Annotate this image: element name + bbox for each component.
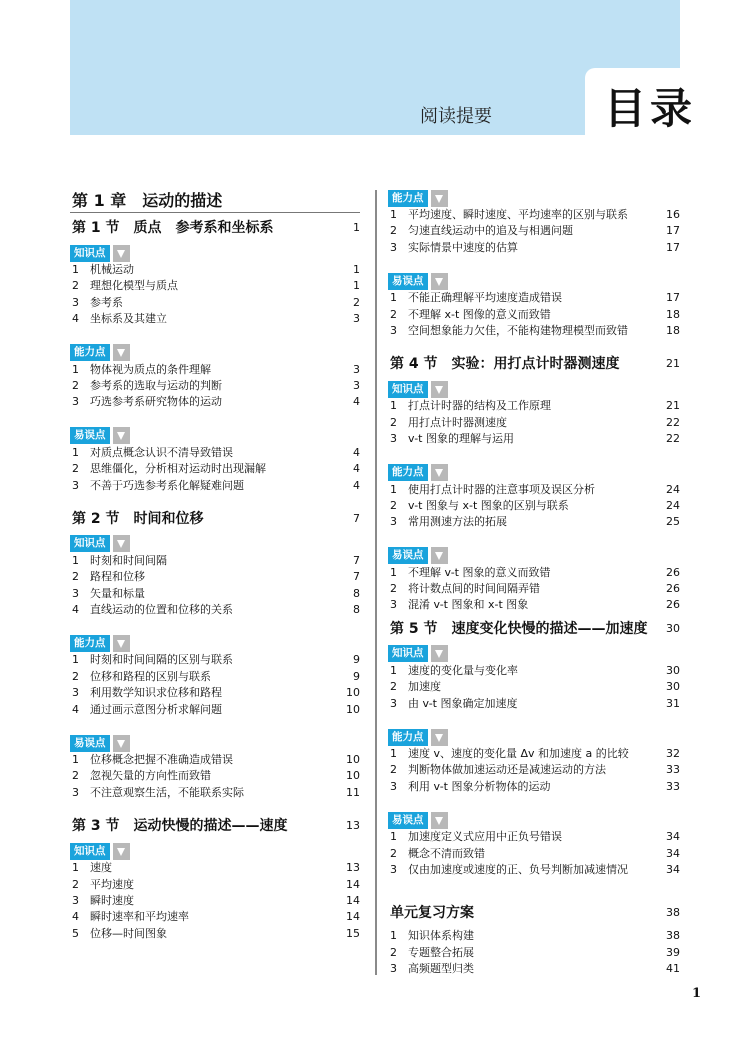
entry-number: 1 [390, 399, 397, 413]
entry-page: 39 [666, 945, 680, 959]
toc-entry[interactable] [70, 909, 360, 925]
toc-entry[interactable] [388, 597, 680, 613]
entry-number: 2 [390, 582, 397, 596]
badge-label: 知识点 [388, 381, 428, 398]
entry-page: 14 [346, 893, 360, 907]
entry-title: v-t 图象与 x-t 图象的区别与联系 [408, 498, 569, 512]
entry-title: 速度 [90, 861, 112, 875]
entry-title: 平均速度、瞬时速度、平均速率的区别与联系 [408, 208, 628, 221]
entry-title: v-t 图象的理解与运用 [408, 432, 514, 446]
entry-number: 2 [390, 415, 397, 429]
toc-entry[interactable] [70, 278, 360, 294]
entry-number: 2 [390, 945, 397, 959]
toc-entry[interactable] [388, 696, 680, 712]
category-badge [70, 427, 360, 445]
entry-title: 思维僵化，分析相对运动时出现漏解 [90, 462, 266, 476]
entry-number: 3 [390, 515, 397, 529]
entry-number: 3 [72, 395, 79, 409]
entry-number: 4 [72, 702, 79, 716]
entry-page: 3 [353, 362, 360, 376]
section-heading[interactable] [70, 506, 360, 532]
entry-title: 平均速度 [90, 877, 134, 891]
entry-page: 30 [666, 663, 680, 677]
entry-page: 3 [353, 312, 360, 326]
entry-page: 7 [353, 553, 360, 567]
triangle-down-icon [431, 381, 448, 398]
badge-label: 易误点 [388, 273, 428, 290]
entry-page: 3 [353, 378, 360, 392]
entry-number: 3 [72, 893, 79, 907]
entry-title: 不理解 x-t 图像的意义而致错 [408, 307, 551, 321]
entry-number: 3 [390, 432, 397, 446]
badge-label: 易误点 [388, 547, 428, 564]
toc-entry[interactable] [70, 586, 360, 602]
title-tab [585, 68, 715, 135]
triangle-down-icon [113, 635, 130, 652]
toc-entry[interactable] [70, 262, 360, 278]
section-page: 7 [353, 511, 360, 525]
entry-number: 2 [72, 279, 79, 293]
entry-number: 1 [72, 553, 79, 567]
entry-number: 1 [390, 208, 397, 221]
entry-title: 匀速直线运动中的追及与相遇问题 [408, 224, 573, 238]
toc-entry[interactable] [388, 514, 680, 530]
entry-page: 1 [353, 279, 360, 293]
entry-title: 机械运动 [90, 263, 134, 276]
section-title: 单元复习方案 [390, 905, 474, 922]
header-band [70, 0, 696, 135]
entry-page: 24 [666, 482, 680, 496]
triangle-down-icon [431, 645, 448, 662]
toc-entry[interactable] [70, 877, 360, 893]
entry-page: 26 [666, 565, 680, 579]
entry-page: 13 [346, 861, 360, 875]
toc-entry[interactable] [388, 679, 680, 695]
entry-page: 25 [666, 515, 680, 529]
section-page: 30 [666, 621, 680, 635]
entry-page: 26 [666, 582, 680, 596]
toc-entry[interactable] [70, 652, 360, 668]
badge-label: 知识点 [70, 535, 110, 552]
entry-number: 1 [390, 929, 397, 943]
entry-page: 4 [353, 462, 360, 476]
entry-title: 不理解 v-t 图象的意义而致错 [408, 565, 551, 579]
category-badge [70, 734, 360, 752]
entry-title: 时刻和时间间隔的区别与联系 [90, 653, 233, 667]
entry-number: 1 [390, 482, 397, 496]
toc-left-column [70, 190, 360, 942]
entry-title: 利用 v-t 图象分析物体的运动 [408, 779, 551, 793]
entry-title: 打点计时器的结构及工作原理 [408, 399, 551, 413]
entry-number: 3 [390, 962, 397, 976]
entry-number: 3 [72, 586, 79, 600]
toc-entry[interactable] [70, 478, 360, 494]
section-title: 第 2 节 时间和位移 [72, 510, 204, 527]
entry-title: 概念不清而致错 [408, 846, 485, 860]
entry-title: 位移和路程的区别与联系 [90, 669, 211, 683]
toc-entry[interactable] [70, 445, 360, 461]
toc-entry[interactable] [70, 893, 360, 909]
toc-entry[interactable] [388, 240, 680, 256]
entry-number: 3 [390, 862, 397, 876]
entry-number: 2 [72, 877, 79, 891]
entry-number: 3 [72, 295, 79, 309]
toc-entry[interactable] [388, 928, 680, 944]
category-badge [388, 464, 680, 482]
entry-page: 9 [353, 653, 360, 667]
entry-title: 由 v-t 图象确定加速度 [408, 696, 518, 710]
triangle-down-icon [431, 464, 448, 481]
entry-number: 2 [72, 378, 79, 392]
entry-title: 知识体系构建 [408, 929, 474, 943]
toc-entry[interactable] [70, 311, 360, 327]
entry-number: 3 [390, 323, 397, 337]
toc-entry[interactable] [388, 846, 680, 862]
entry-number: 2 [390, 763, 397, 777]
entry-number: 5 [72, 926, 79, 940]
entry-page: 2 [353, 295, 360, 309]
entry-page: 21 [666, 399, 680, 413]
entry-page: 4 [353, 445, 360, 459]
entry-number: 2 [72, 769, 79, 783]
entry-title: 加速度定义式应用中正负号错误 [408, 830, 562, 844]
toc-entry[interactable] [388, 398, 680, 414]
category-badge [70, 244, 360, 262]
entry-page: 10 [346, 686, 360, 700]
entry-page: 14 [346, 877, 360, 891]
entry-page: 14 [346, 910, 360, 924]
toc-entry[interactable] [70, 394, 360, 410]
entry-title: 高频题型归类 [408, 962, 474, 976]
section-title: 第 5 节 速度变化快慢的描述——加速度 [390, 620, 648, 637]
entry-title: 将计数点间的时间间隔弄错 [408, 582, 540, 596]
entry-page: 38 [666, 929, 680, 943]
entry-number: 1 [72, 263, 79, 276]
triangle-down-icon [113, 843, 130, 860]
entry-page: 18 [666, 307, 680, 321]
entry-number: 3 [390, 779, 397, 793]
entry-number: 3 [390, 598, 397, 612]
entry-page: 10 [346, 702, 360, 716]
entry-number: 2 [72, 669, 79, 683]
triangle-down-icon [113, 427, 130, 444]
entry-page: 16 [666, 208, 680, 221]
toc-entry[interactable] [388, 431, 680, 447]
entry-page: 17 [666, 224, 680, 238]
toc-entry[interactable] [70, 378, 360, 394]
section-title: 第 1 节 质点 参考系和坐标系 [72, 220, 274, 236]
toc-entry[interactable] [70, 768, 360, 784]
entry-title: 不注意观察生活，不能联系实际 [90, 785, 244, 799]
toc-entry[interactable] [70, 602, 360, 618]
entry-number: 2 [390, 680, 397, 694]
triangle-down-icon [113, 735, 130, 752]
badge-label: 能力点 [70, 344, 110, 361]
section-heading[interactable] [388, 900, 680, 926]
section-heading[interactable] [70, 813, 360, 839]
entry-number: 1 [72, 445, 79, 459]
entry-title: 速度的变化量与变化率 [408, 663, 518, 677]
entry-page: 1 [353, 263, 360, 276]
toc-entry[interactable] [70, 553, 360, 569]
column-divider [375, 190, 377, 975]
toc-entry[interactable] [70, 702, 360, 718]
entry-number: 1 [390, 565, 397, 579]
entry-title: 常用测速方法的拓展 [408, 515, 507, 529]
entry-title: 对质点概念认识不清导致错误 [90, 445, 233, 459]
entry-number: 1 [390, 830, 397, 844]
category-badge [70, 842, 360, 860]
entry-page: 22 [666, 432, 680, 446]
entry-page: 17 [666, 240, 680, 254]
toc-entry[interactable] [388, 498, 680, 514]
entry-title: 坐标系及其建立 [90, 312, 167, 326]
triangle-down-icon [431, 729, 448, 746]
toc-entry[interactable] [388, 565, 680, 581]
toc-entry[interactable] [388, 307, 680, 323]
entry-title: 使用打点计时器的注意事项及误区分析 [408, 482, 595, 496]
entry-title: 物体视为质点的条件理解 [90, 362, 211, 376]
entry-number: 3 [390, 696, 397, 710]
entry-number: 2 [72, 570, 79, 584]
page-number: 1 [692, 986, 702, 1001]
badge-label: 能力点 [388, 729, 428, 746]
category-badge [70, 634, 360, 652]
toc-entry[interactable] [388, 663, 680, 679]
entry-number: 3 [72, 686, 79, 700]
section-page: 21 [666, 357, 680, 371]
page-title: 目录 [603, 84, 696, 133]
entry-number: 1 [72, 753, 79, 767]
toc-entry[interactable] [388, 581, 680, 597]
toc-entry[interactable] [388, 779, 680, 795]
category-badge [388, 547, 680, 565]
entry-title: 加速度 [408, 680, 441, 694]
section-heading[interactable] [70, 215, 360, 241]
entry-title: 利用数学知识求位移和路程 [90, 686, 222, 700]
entry-title: 混淆 v-t 图象和 x-t 图象 [408, 598, 529, 612]
entry-number: 2 [390, 498, 397, 512]
category-badge [388, 645, 680, 663]
section-title: 第 3 节 运动快慢的描述——速度 [72, 818, 288, 835]
toc-entry[interactable] [70, 295, 360, 311]
toc-entry[interactable] [388, 290, 680, 306]
entry-number: 3 [72, 785, 79, 799]
entry-title: 巧选参考系研究物体的运动 [90, 395, 222, 409]
entry-page: 33 [666, 779, 680, 793]
section-page: 38 [666, 906, 680, 920]
entry-number: 3 [390, 240, 397, 254]
entry-page: 18 [666, 323, 680, 337]
entry-page: 22 [666, 415, 680, 429]
toc-entry[interactable] [388, 762, 680, 778]
entry-number: 1 [390, 747, 397, 761]
entry-page: 34 [666, 846, 680, 860]
entry-page: 30 [666, 680, 680, 694]
triangle-down-icon [113, 245, 130, 262]
entry-page: 8 [353, 586, 360, 600]
entry-title: 矢量和标量 [90, 586, 145, 600]
entry-page: 24 [666, 498, 680, 512]
category-badge [388, 272, 680, 290]
toc-entry[interactable] [388, 862, 680, 878]
entry-page: 26 [666, 598, 680, 612]
entry-number: 2 [390, 846, 397, 860]
toc-entry[interactable] [70, 752, 360, 768]
triangle-down-icon [431, 812, 448, 829]
toc-entry[interactable] [388, 829, 680, 845]
entry-page: 8 [353, 603, 360, 617]
entry-title: 实际情景中速度的估算 [408, 240, 518, 254]
category-badge [70, 344, 360, 362]
entry-page: 41 [666, 962, 680, 976]
toc-entry[interactable] [388, 415, 680, 431]
entry-number: 4 [72, 910, 79, 924]
badge-label: 易误点 [70, 735, 110, 752]
entry-page: 34 [666, 862, 680, 876]
entry-title: 速度 v、速度的变化量 Δv 和加速度 a 的比较 [408, 747, 629, 761]
entry-title: 不善于巧选参考系化解疑难问题 [90, 478, 244, 492]
badge-label: 易误点 [70, 427, 110, 444]
entry-number: 2 [390, 224, 397, 238]
entry-page: 4 [353, 478, 360, 492]
toc-entry[interactable] [70, 926, 360, 942]
entry-number: 1 [72, 653, 79, 667]
toc-entry[interactable] [70, 685, 360, 701]
toc-entry[interactable] [388, 961, 680, 977]
entry-number: 1 [72, 861, 79, 875]
entry-number: 1 [390, 663, 397, 677]
entry-number: 3 [72, 478, 79, 492]
triangle-down-icon [431, 547, 448, 564]
entry-page: 9 [353, 669, 360, 683]
section-page: 1 [353, 221, 360, 234]
category-badge [388, 380, 680, 398]
entry-title: 瞬时速度 [90, 893, 134, 907]
toc-entry[interactable] [388, 207, 680, 223]
toc-entry[interactable] [70, 669, 360, 685]
section-page: 13 [346, 819, 360, 833]
entry-page: 32 [666, 747, 680, 761]
entry-number: 4 [72, 312, 79, 326]
toc-entry[interactable] [70, 785, 360, 801]
toc-entry[interactable] [388, 945, 680, 961]
toc-entry[interactable] [70, 362, 360, 378]
entry-title: 忽视矢量的方向性而致错 [90, 769, 211, 783]
badge-label: 能力点 [388, 464, 428, 481]
toc-entry[interactable] [70, 461, 360, 477]
entry-page: 17 [666, 291, 680, 305]
entry-title: 参考系 [90, 295, 123, 309]
section-title: 第 4 节 实验：用打点计时器测速度 [390, 356, 620, 373]
badge-label: 知识点 [388, 645, 428, 662]
badge-label: 知识点 [70, 843, 110, 860]
entry-page: 10 [346, 769, 360, 783]
entry-number: 2 [390, 307, 397, 321]
entry-number: 2 [72, 462, 79, 476]
entry-title: 时刻和时间间隔 [90, 553, 167, 567]
badge-label: 知识点 [70, 245, 110, 262]
entry-number: 1 [390, 291, 397, 305]
section-heading[interactable] [388, 351, 680, 377]
entry-title: 仅由加速度或速度的正、负号判断加减速情况 [408, 862, 628, 876]
toc-entry[interactable] [388, 746, 680, 762]
entry-title: 专题整合拓展 [408, 945, 474, 959]
entry-page: 34 [666, 830, 680, 844]
entry-title: 用打点计时器测速度 [408, 415, 507, 429]
badge-label: 易误点 [388, 812, 428, 829]
chapter-heading: 第 1 章 运动的描述 [70, 190, 360, 213]
badge-label: 能力点 [388, 190, 428, 207]
entry-title: 路程和位移 [90, 570, 145, 584]
entry-number: 1 [72, 362, 79, 376]
entry-title: 空间想象能力欠佳，不能构建物理模型而致错 [408, 323, 628, 337]
entry-number: 4 [72, 603, 79, 617]
entry-title: 直线运动的位置和位移的关系 [90, 603, 233, 617]
entry-page: 4 [353, 395, 360, 409]
entry-page: 33 [666, 763, 680, 777]
badge-label: 能力点 [70, 635, 110, 652]
entry-title: 瞬时速率和平均速率 [90, 910, 189, 924]
category-badge [388, 189, 680, 207]
entry-title: 判断物体做加速运动还是减速运动的方法 [408, 763, 606, 777]
entry-page: 7 [353, 570, 360, 584]
toc-entry[interactable] [388, 482, 680, 498]
section-heading[interactable] [388, 616, 680, 642]
toc-entry[interactable] [70, 860, 360, 876]
category-badge [388, 811, 680, 829]
entry-page: 11 [346, 785, 360, 799]
entry-title: 通过画示意图分析求解问题 [90, 702, 222, 716]
entry-title: 不能正确理解平均速度造成错误 [408, 291, 562, 305]
triangle-down-icon [431, 190, 448, 207]
entry-title: 参考系的选取与运动的判断 [90, 378, 222, 392]
entry-page: 15 [346, 926, 360, 940]
entry-title: 理想化模型与质点 [90, 279, 178, 293]
triangle-down-icon [113, 344, 130, 361]
entry-title: 位移—时间图象 [90, 926, 167, 940]
toc-entry[interactable] [70, 569, 360, 585]
category-badge [388, 728, 680, 746]
entry-page: 31 [666, 696, 680, 710]
category-badge [70, 535, 360, 553]
triangle-down-icon [113, 535, 130, 552]
toc-right-column [388, 189, 680, 978]
entry-title: 位移概念把握不准确造成错误 [90, 753, 233, 767]
entry-page: 10 [346, 753, 360, 767]
toc-entry[interactable] [388, 323, 680, 339]
triangle-down-icon [431, 273, 448, 290]
toc-entry[interactable] [388, 223, 680, 239]
header-subtitle: 阅读提要 [420, 106, 492, 127]
